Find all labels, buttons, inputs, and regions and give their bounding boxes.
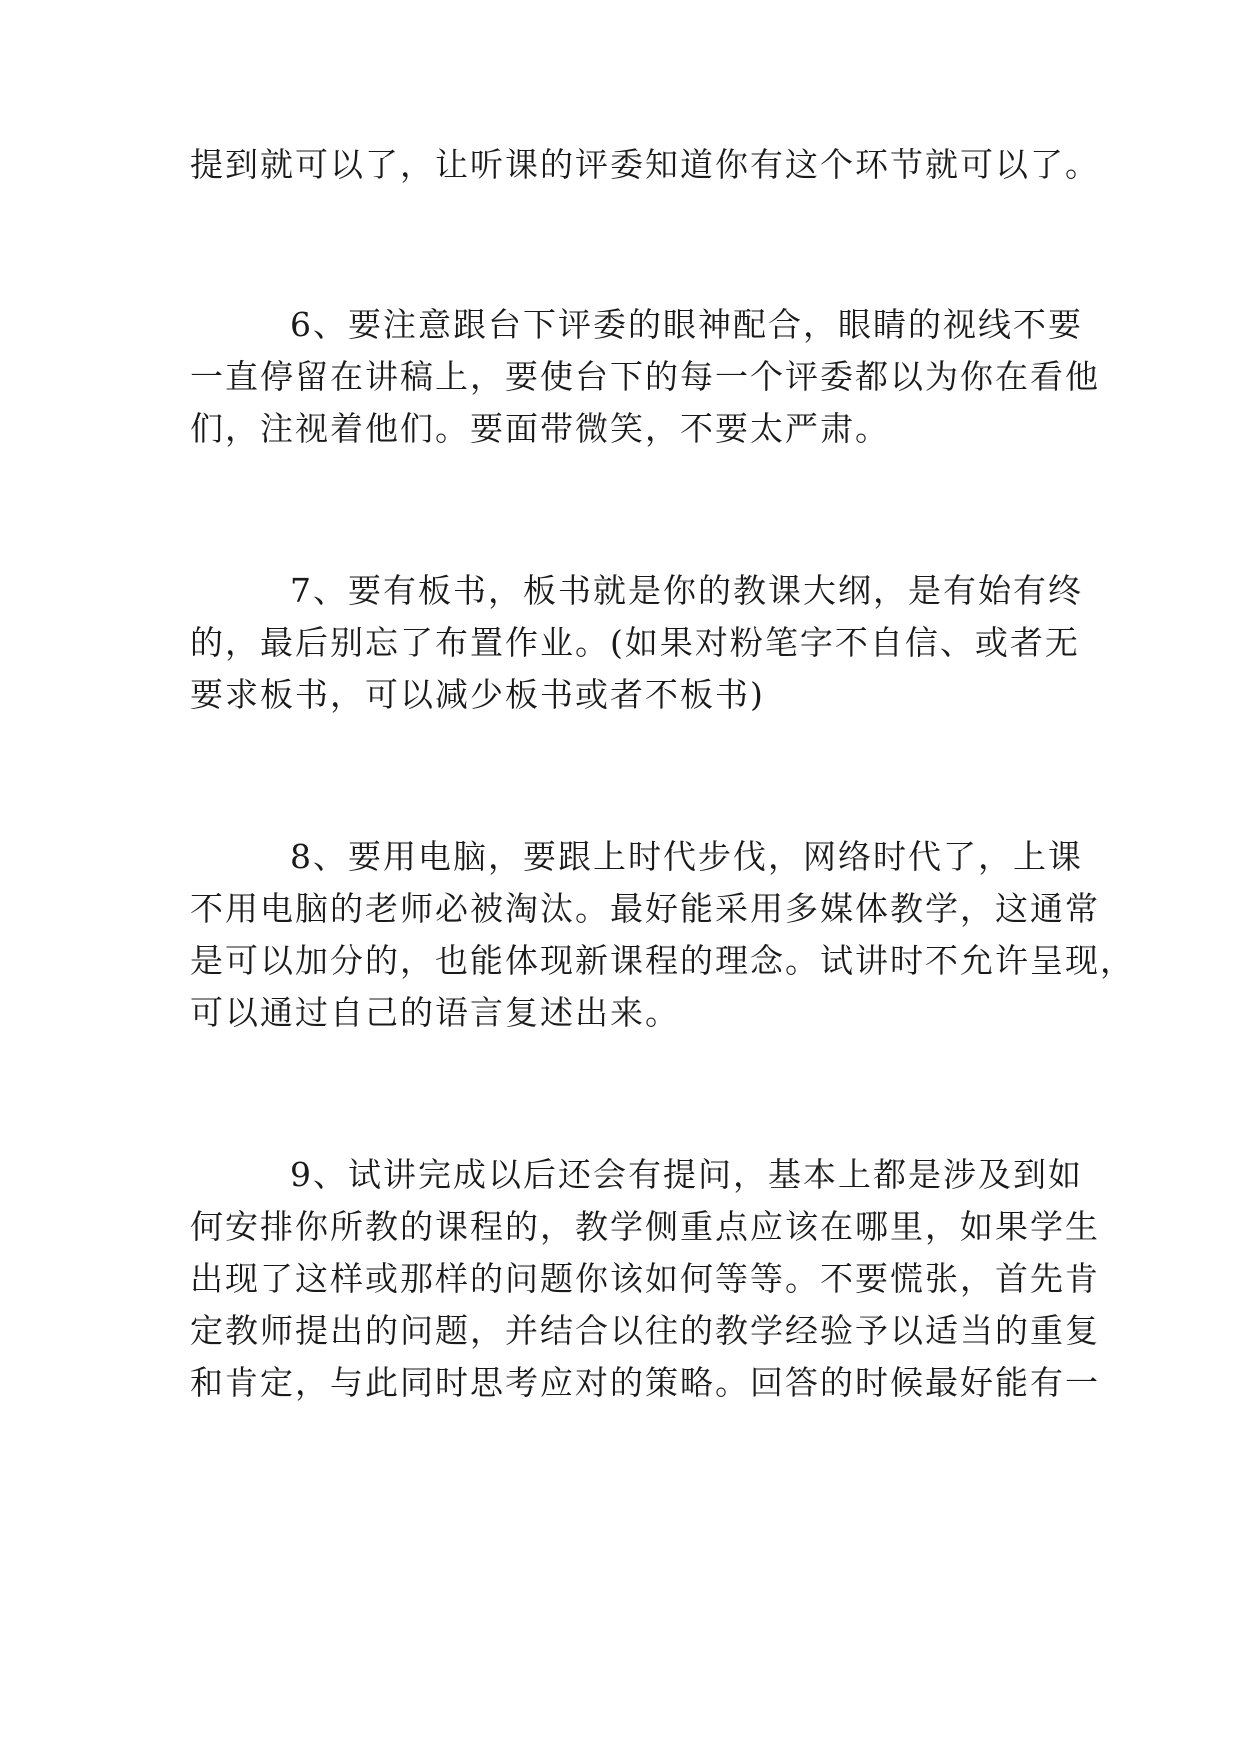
paragraph-7-line-2: 的，最后别忘了布置作业。(如果对粉笔字不自信、或者无 xyxy=(190,623,1080,662)
paragraph-8-line-1: 8、要用电脑，要跟上时代步伐，网络时代了，上课 xyxy=(290,837,1083,876)
paragraph-6-line-2: 一直停留在讲稿上，要使台下的每一个评委都以为你在看他 xyxy=(190,357,1100,396)
paragraph-6-line-3: 们，注视着他们。要面带微笑，不要太严肃。 xyxy=(190,409,890,448)
paragraph-9-line-2: 何安排你所教的课程的，教学侧重点应该在哪里，如果学生 xyxy=(190,1207,1100,1246)
paragraph-9-line-5: 和肯定，与此同时思考应对的策略。回答的时候最好能有一 xyxy=(190,1363,1100,1402)
paragraph-5-line-1: 提到就可以了，让听课的评委知道你有这个环节就可以了。 xyxy=(190,145,1100,184)
paragraph-8-line-3: 是可以加分的，也能体现新课程的理念。试讲时不允许呈现， xyxy=(190,941,1135,980)
paragraph-7-line-1: 7、要有板书，板书就是你的教课大纲，是有始有终 xyxy=(290,571,1083,610)
paragraph-8-line-2: 不用电脑的老师必被淘汰。最好能采用多媒体教学，这通常 xyxy=(190,889,1100,928)
paragraph-7-line-3: 要求板书，可以减少板书或者不板书) xyxy=(190,675,765,714)
paragraph-8-line-4: 可以通过自己的语言复述出来。 xyxy=(190,993,680,1032)
paragraph-6-line-1: 6、要注意跟台下评委的眼神配合，眼睛的视线不要 xyxy=(290,305,1083,344)
paragraph-9-line-3: 出现了这样或那样的问题你该如何等等。不要慌张，首先肯 xyxy=(190,1259,1100,1298)
paragraph-9-line-1: 9、试讲完成以后还会有提问，基本上都是涉及到如 xyxy=(290,1155,1083,1194)
paragraph-9-line-4: 定教师提出的问题，并结合以往的教学经验予以适当的重复 xyxy=(190,1311,1100,1350)
